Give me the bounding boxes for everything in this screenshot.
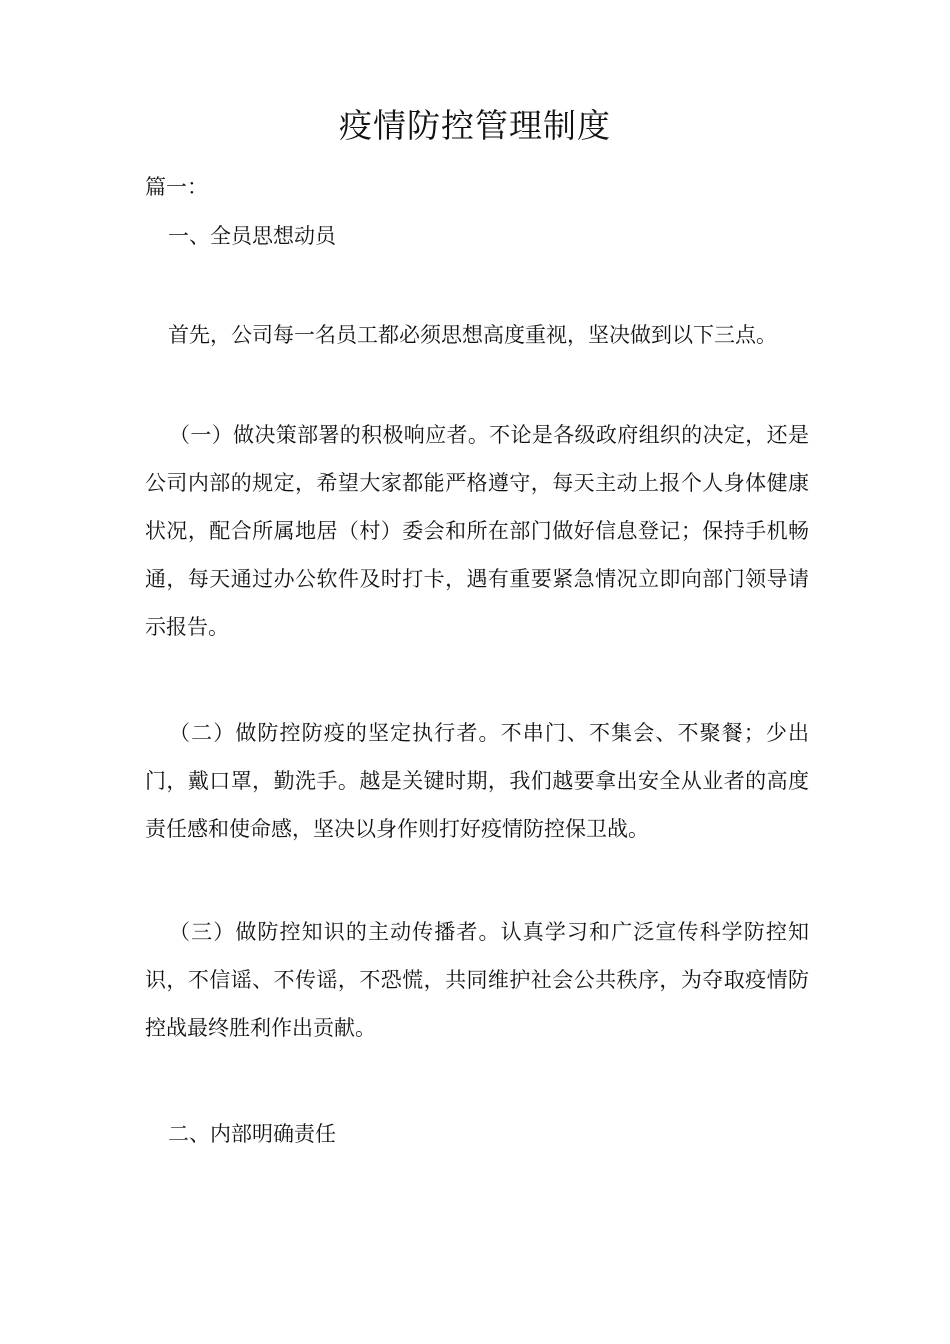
point-paragraph-1: （一）做决策部署的积极响应者。不论是各级政府组织的决定，还是公司内部的规定，希望大家都能严格遵守，每天主动上报个人身体健康状况，配合所属地居（村）委会和所在部门做好信息登记；保持手机畅通，每天通过办公软件及时打卡，遇有重要紧急情况立即向部门领导请示报告。 [145,423,809,639]
part-label: 篇一： [145,175,208,199]
intro-paragraph: 首先，公司每一名员工都必须思想高度重视，坚决做到以下三点。 [168,323,777,347]
point-paragraph-2: （二）做防控防疫的坚定执行者。不串门、不集会、不聚餐；少出门，戴口罩，勤洗手。越是关键时期，我们越要拿出安全从业者的高度责任感和使命感，坚决以身作则打好疫情防控保卫战。 [145,721,809,841]
point-paragraph-3: （三）做防控知识的主动传播者。认真学习和广泛宣传科学防控知识，不信谣、不传谣，不恐慌，共同维护社会公共秩序，为夺取疫情防控战最终胜利作出贡献。 [145,920,809,1040]
section-heading-1: 一、全员思想动员 [168,224,336,248]
document-title: 疫情防控管理制度 [339,106,611,145]
section-heading-2: 二、内部明确责任 [168,1122,336,1146]
